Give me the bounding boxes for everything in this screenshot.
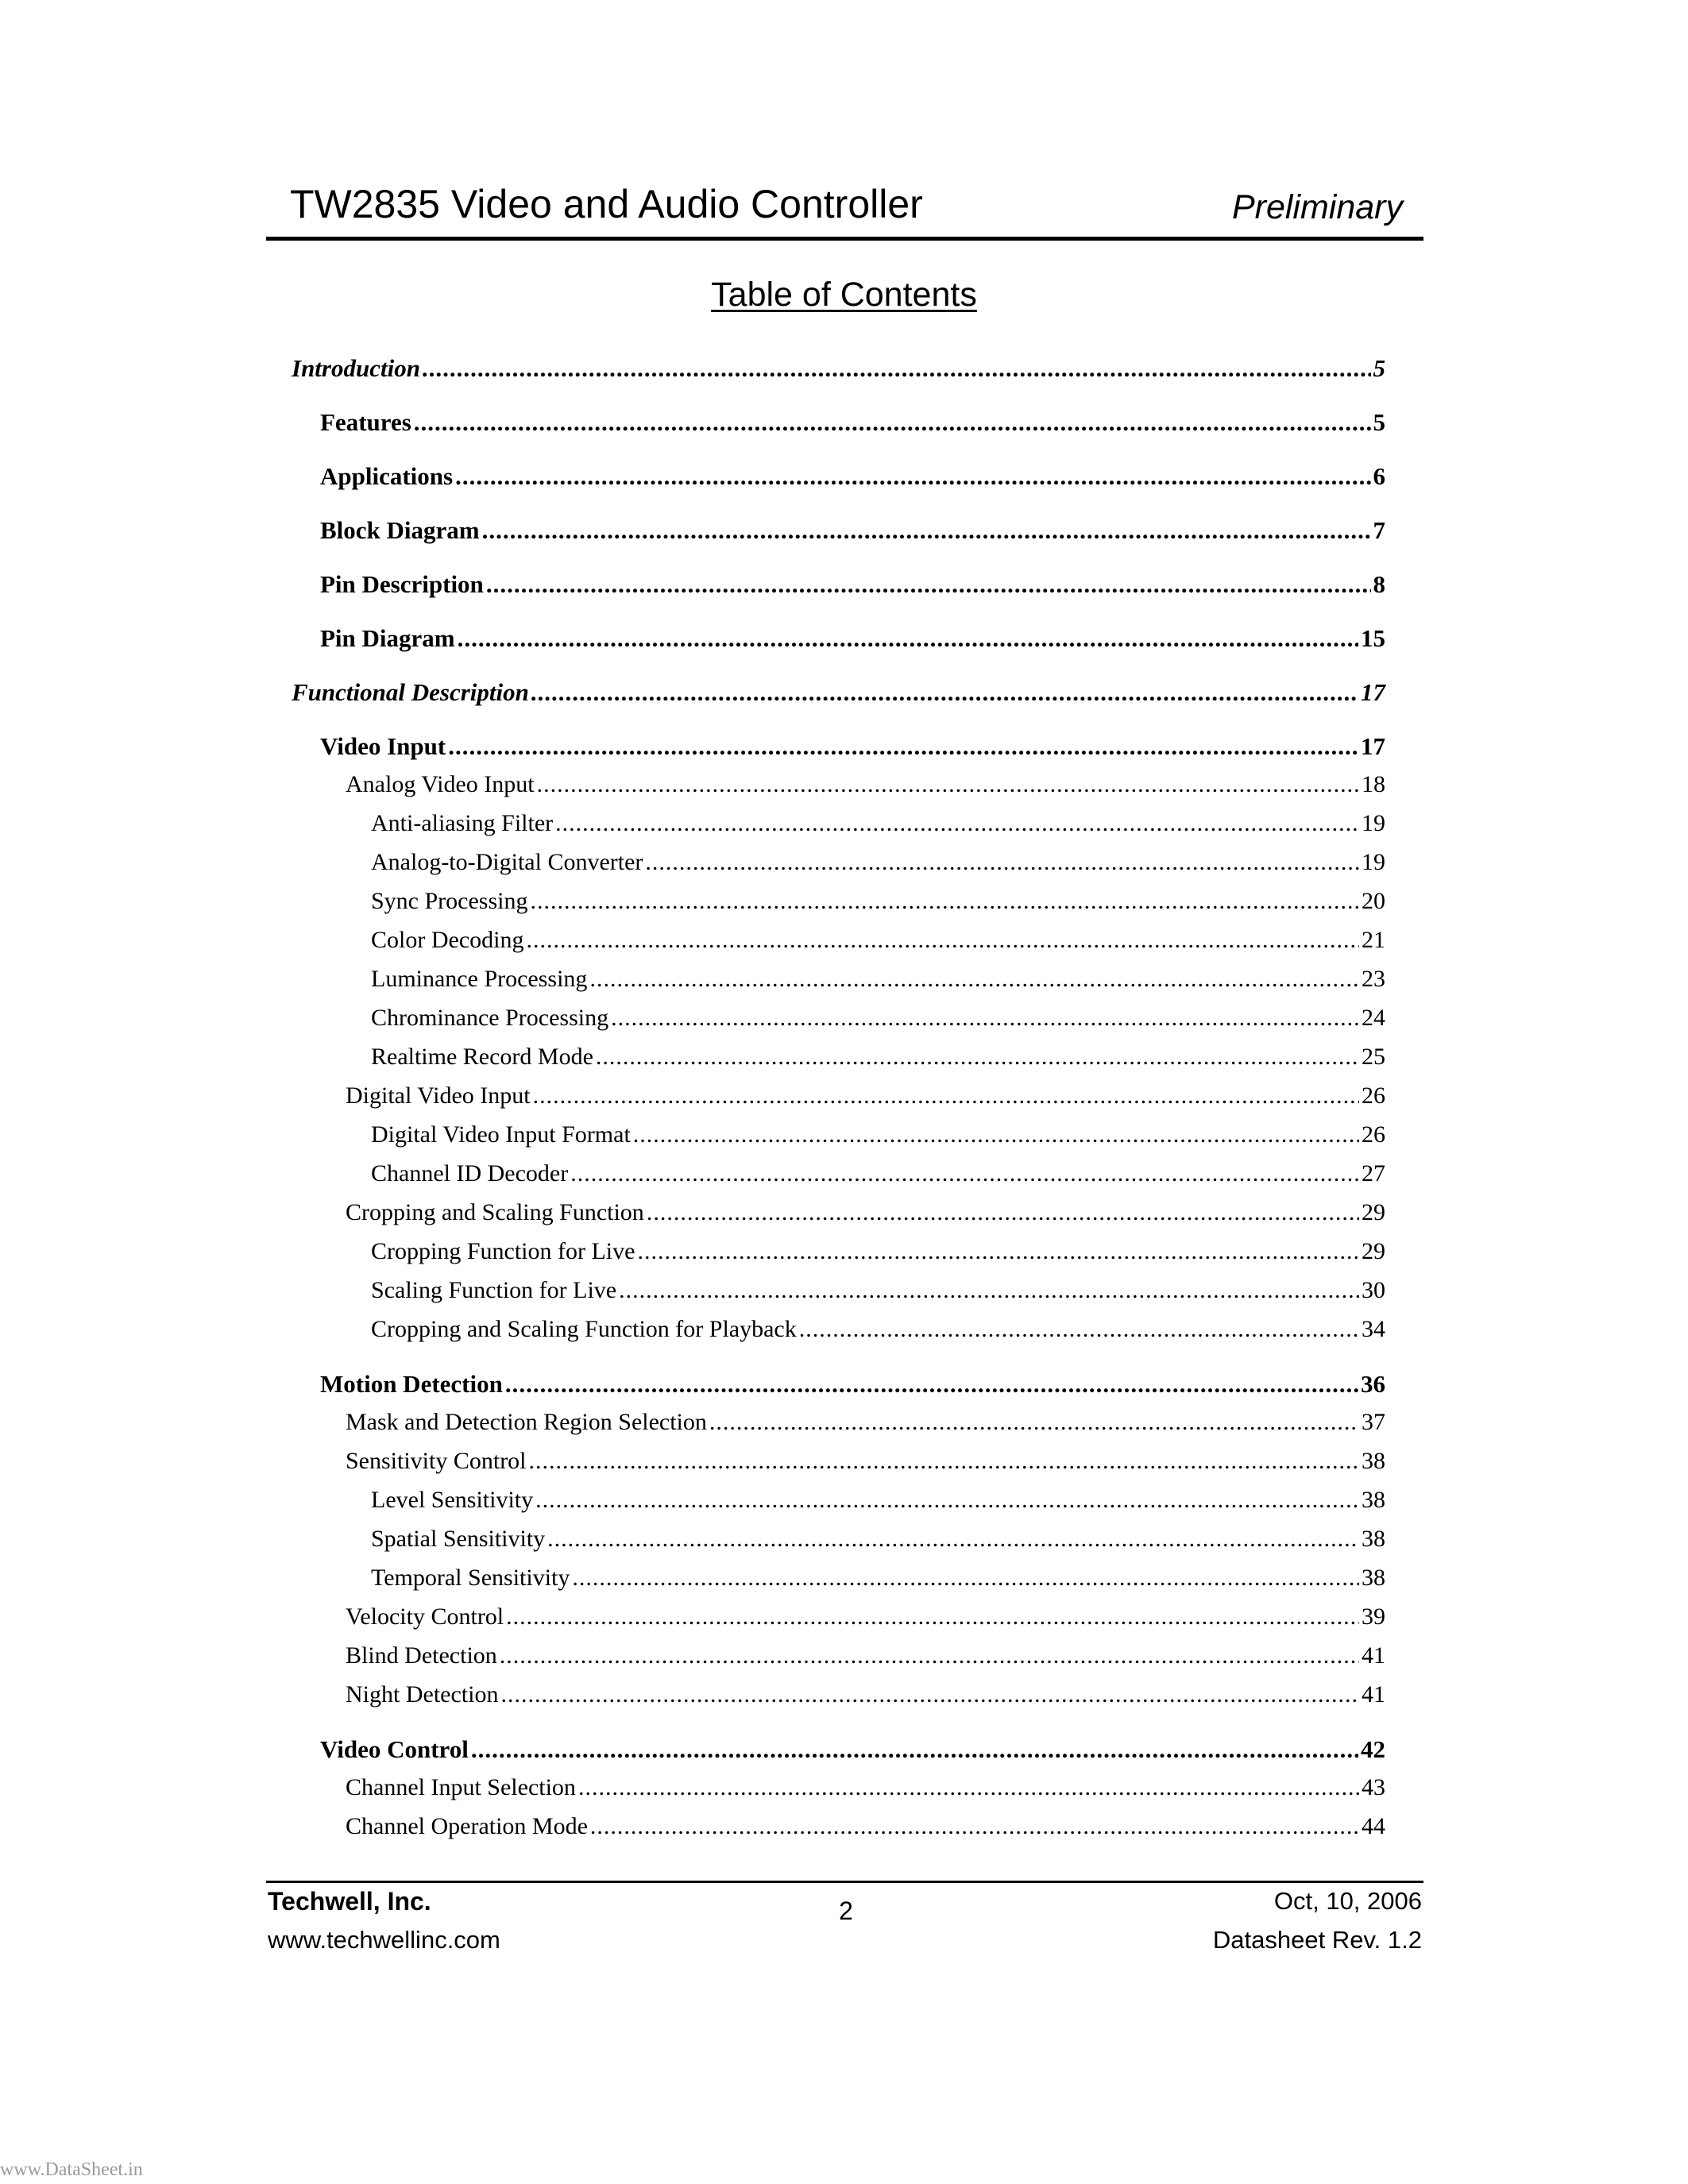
toc-entry-page: 41: [1362, 1681, 1385, 1707]
toc-entry-page: 21: [1362, 927, 1385, 953]
toc-entry-leader: [596, 1044, 1359, 1071]
document-status: Preliminary: [1231, 188, 1403, 226]
toc-entry[interactable]: [320, 462, 1385, 491]
toc-entry-label: Night Detection: [346, 1681, 499, 1707]
toc-entry-label: Spatial Sensitivity: [371, 1526, 546, 1552]
toc-entry[interactable]: [371, 1565, 1385, 1592]
toc-entry[interactable]: [371, 927, 1385, 954]
toc-entry-page: 23: [1362, 966, 1385, 992]
toc-entry[interactable]: [292, 678, 1385, 707]
page-number: 2: [839, 1897, 853, 1925]
toc-entry-leader: [486, 570, 1371, 599]
toc-entry-leader: [531, 678, 1358, 707]
toc-entry-label: Chrominance Processing: [371, 1005, 609, 1031]
toc-entry-page: 6: [1373, 462, 1385, 490]
watermark: www.DataSheet.in: [0, 2159, 143, 2180]
toc-entry-page: 17: [1361, 678, 1385, 706]
toc-entry-leader: [448, 732, 1358, 761]
toc-entry[interactable]: [371, 966, 1385, 993]
toc-entry-page: 36: [1361, 1370, 1385, 1398]
footer-company: Techwell, Inc.: [268, 1887, 431, 1916]
toc-entry-label: Pin Diagram: [320, 624, 455, 652]
toc-entry-leader: [633, 1121, 1359, 1148]
toc-entry-label: Functional Description: [292, 678, 529, 706]
toc-entry-page: 25: [1362, 1044, 1385, 1070]
toc-entry[interactable]: [292, 354, 1385, 383]
toc-entry[interactable]: [371, 1044, 1385, 1071]
toc-entry-label: Channel Operation Mode: [346, 1813, 588, 1839]
toc-entry-leader: [572, 1565, 1359, 1592]
toc-entry-leader: [709, 1409, 1359, 1436]
toc-entry-label: Digital Video Input: [346, 1082, 531, 1109]
document-title: TW2835 Video and Audio Controller: [290, 182, 923, 226]
toc-entry-leader: [526, 927, 1359, 954]
toc-entry-leader: [535, 1487, 1359, 1514]
toc-entry-label: Blind Detection: [346, 1642, 497, 1669]
toc-entry[interactable]: [346, 1409, 1385, 1436]
toc-entry[interactable]: [346, 1813, 1385, 1840]
toc-entry[interactable]: [371, 1487, 1385, 1514]
toc-entry-label: Cropping Function for Live: [371, 1238, 635, 1264]
toc-entry-label: Cropping and Scaling Function: [346, 1199, 644, 1225]
toc-entry-page: 8: [1373, 570, 1385, 598]
toc-entry[interactable]: [371, 888, 1385, 915]
toc-entry-leader: [647, 1199, 1359, 1226]
toc-entry-page: 43: [1362, 1774, 1385, 1800]
toc-entry[interactable]: [346, 1448, 1385, 1475]
toc-entry-label: Anti-aliasing Filter: [371, 810, 554, 836]
toc-entry-label: Channel Input Selection: [346, 1774, 576, 1800]
toc-entry-leader: [531, 888, 1360, 915]
toc-entry-leader: [799, 1316, 1359, 1343]
toc-entry[interactable]: [320, 624, 1385, 653]
toc-entry-label: Sensitivity Control: [346, 1448, 527, 1474]
toc-entry-leader: [500, 1642, 1359, 1669]
toc-entry-leader: [555, 810, 1359, 837]
toc-entry-page: 17: [1361, 732, 1385, 760]
footer-rule: [266, 1881, 1423, 1883]
toc-entry[interactable]: [320, 1735, 1385, 1764]
toc-entry-label: Applications: [320, 462, 454, 490]
toc-entry-leader: [547, 1526, 1359, 1553]
toc-entry-label: Realtime Record Mode: [371, 1044, 593, 1070]
toc-entry[interactable]: [346, 1199, 1385, 1226]
toc-entry[interactable]: [346, 1082, 1385, 1109]
toc-entry[interactable]: [346, 1774, 1385, 1801]
toc-entry-page: 18: [1362, 771, 1385, 797]
toc-entry-label: Temporal Sensitivity: [371, 1565, 570, 1591]
toc-entry[interactable]: [320, 1370, 1385, 1399]
toc-entry-page: 37: [1362, 1409, 1385, 1435]
toc-entry-page: 26: [1362, 1082, 1385, 1109]
toc-entry-label: Luminance Processing: [371, 966, 588, 992]
footer-revision: Datasheet Rev. 1.2: [1212, 1926, 1422, 1954]
toc-entry-page: 39: [1362, 1603, 1385, 1630]
toc-entry-page: 38: [1362, 1565, 1385, 1591]
toc-entry-page: 34: [1362, 1316, 1385, 1342]
toc-entry-label: Motion Detection: [320, 1370, 503, 1398]
toc-entry-leader: [645, 849, 1359, 876]
toc-entry-label: Sync Processing: [371, 888, 528, 914]
toc-entry-label: Pin Description: [320, 570, 484, 598]
toc-entry[interactable]: [320, 570, 1385, 599]
toc-entry-label: Color Decoding: [371, 927, 524, 953]
toc-entry-page: 24: [1362, 1005, 1385, 1031]
toc-entry-label: Analog-to-Digital Converter: [371, 849, 643, 875]
toc-entry-page: 15: [1361, 624, 1385, 652]
toc-heading-text: Table of Contents: [711, 276, 977, 314]
footer-date: Oct, 10, 2006: [1273, 1887, 1422, 1915]
toc-entry-leader: [619, 1277, 1359, 1304]
toc-entry[interactable]: [371, 849, 1385, 876]
toc-entry-leader: [423, 354, 1371, 383]
toc-entry-page: 5: [1373, 408, 1385, 436]
toc-entry-label: Video Input: [320, 732, 446, 760]
toc-entry-leader: [482, 516, 1371, 545]
toc-entry[interactable]: [320, 408, 1385, 437]
toc-entry-label: Mask and Detection Region Selection: [346, 1409, 707, 1435]
toc-entry-leader: [611, 1005, 1359, 1032]
toc-entry-leader: [458, 624, 1358, 653]
toc-entry-page: 29: [1362, 1199, 1385, 1225]
toc-entry-leader: [471, 1735, 1358, 1764]
toc-entry-page: 5: [1373, 354, 1385, 382]
toc-entry[interactable]: [346, 771, 1385, 798]
toc-entry[interactable]: [371, 1121, 1385, 1148]
toc-entry-leader: [578, 1774, 1359, 1801]
toc-entry-page: 30: [1362, 1277, 1385, 1303]
toc-entry-page: 41: [1362, 1642, 1385, 1669]
toc-entry-page: 38: [1362, 1448, 1385, 1474]
toc-entry[interactable]: [371, 1316, 1385, 1343]
toc-entry-leader: [505, 1370, 1358, 1399]
toc-entry-leader: [537, 771, 1359, 798]
toc-entry-page: 19: [1362, 849, 1385, 875]
toc-entry-page: 19: [1362, 810, 1385, 836]
toc-entry-label: Scaling Function for Live: [371, 1277, 617, 1303]
toc-entry-leader: [533, 1082, 1359, 1109]
footer-url[interactable]: www.techwellinc.com: [268, 1926, 500, 1954]
toc-entry-page: 20: [1362, 888, 1385, 914]
toc-entry-leader: [589, 966, 1359, 993]
toc-entry-label: Cropping and Scaling Function for Playback: [371, 1316, 797, 1342]
toc-entry-label: Introduction: [292, 354, 420, 382]
toc-entry[interactable]: [371, 1526, 1385, 1553]
toc-entry[interactable]: [371, 1005, 1385, 1032]
toc-entry-page: 26: [1362, 1121, 1385, 1148]
toc-entry[interactable]: [346, 1681, 1385, 1708]
toc-entry-leader: [455, 462, 1370, 491]
toc-entry-page: 29: [1362, 1238, 1385, 1264]
toc-entry-page: 7: [1373, 516, 1385, 544]
toc-entry-page: 42: [1361, 1735, 1385, 1763]
toc-entry-leader: [414, 408, 1371, 437]
toc-entry-page: 44: [1362, 1813, 1385, 1839]
toc-entry-label: Block Diagram: [320, 516, 480, 544]
toc-entry[interactable]: [346, 1603, 1385, 1630]
toc-entry-leader: [500, 1681, 1359, 1708]
toc-entry-page: 27: [1362, 1160, 1385, 1187]
toc-entry-label: Analog Video Input: [346, 771, 535, 797]
toc-entry-label: Level Sensitivity: [371, 1487, 534, 1513]
toc-entry-leader: [529, 1448, 1359, 1475]
toc-entry-leader: [506, 1603, 1359, 1630]
toc-entry[interactable]: [371, 1277, 1385, 1304]
toc-entry-leader: [637, 1238, 1359, 1265]
toc-entry[interactable]: [320, 732, 1385, 761]
toc-entry-page: 38: [1362, 1526, 1385, 1552]
toc-entry-label: Channel ID Decoder: [371, 1160, 569, 1187]
toc-entry[interactable]: [371, 810, 1385, 837]
toc-entry-leader: [570, 1160, 1359, 1187]
toc-entry[interactable]: [346, 1642, 1385, 1669]
toc-entry-leader: [590, 1813, 1359, 1840]
toc-entry[interactable]: [371, 1238, 1385, 1265]
toc-entry[interactable]: [320, 516, 1385, 545]
toc-entry-label: Digital Video Input Format: [371, 1121, 631, 1148]
toc-entry-label: Video Control: [320, 1735, 469, 1763]
toc-entry[interactable]: [371, 1160, 1385, 1187]
toc-entry-page: 38: [1362, 1487, 1385, 1513]
toc-entry-label: Velocity Control: [346, 1603, 504, 1630]
toc-entry-label: Features: [320, 408, 411, 436]
